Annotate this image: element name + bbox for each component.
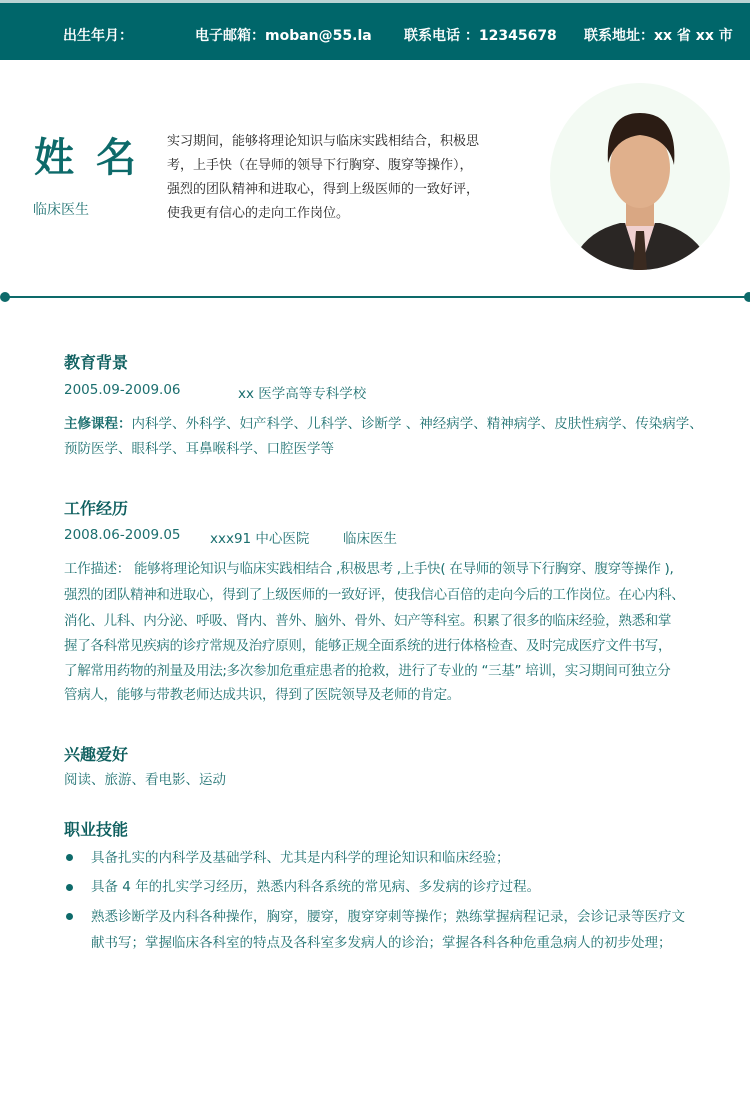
intro-line: 强烈的团队精神和进取心，得到上级医师的一致好评， [167,182,480,197]
intro-text [167,130,479,226]
bullet-icon [66,884,73,891]
bullet-icon [66,913,73,920]
education-period: 2005.09-2009.06 [64,382,181,398]
hobbies-heading: 兴趣爱好 [64,745,129,764]
education-school: xx 医学高等专科学校 [238,386,367,402]
work-desc-line: 强烈的团队精神和进取心，得到了上级医师的一致好评，使我信心百倍的走向今后的工作岗位。在心内科、 [64,587,685,603]
work-position: 临床医生 [343,531,397,547]
bullet-icon [66,854,73,861]
address: 联系地址：xx 省 xx 市 [584,28,733,44]
courses-line: 内科学、外科学、妇产科学、儿科学、诊断学 、神经病学、精神病学、皮肤性病学、传染病学、 [131,416,703,432]
work-period: 2008.06-2009.05 [64,527,181,543]
contact-bar [0,3,750,60]
work-hospital: xxx91 中心医院 [210,531,310,547]
email: 电子邮箱：moban@55.la [195,28,372,44]
skill-item: 熟悉诊断学及内科各种操作，胸穿，腰穿，腹穿穿刺等操作；熟练掌握病程记录，会诊记录等医疗文 [91,909,685,925]
work-desc-line: 管病人，能够与带教老师达成共识，得到了医院领导及老师的肯定。 [64,687,460,703]
courses-label: 主修课程： [64,416,132,432]
person-name: 姓名 [34,135,158,181]
education-heading: 教育背景 [64,353,129,372]
job-role: 临床医生 [33,202,89,218]
phone: 联系电话 ：12345678 [404,28,557,44]
intro-line: 使我更有信心的走向工作岗位。 [167,206,350,221]
person-portrait-icon [550,83,730,270]
work-desc-line: 工作描述： 能够将理论知识与临床实践相结合 ,积极思考 ,上手快( 在导师的领导下行胸穿、腹穿等操作 ), [64,561,674,577]
work-desc-line: 握了各科常见疾病的诊疗常规及治疗原则，能够正规全面系统的进行体格检查、及时完成医疗文件书写， [64,638,672,654]
skill-item: 具备扎实的内科学及基础学科、尤其是内科学的理论知识和临床经验； [91,850,510,866]
hobbies-text: 阅读、旅游、看电影、运动 [64,772,226,788]
skill-item-cont: 献书写；掌握临床各科室的特点及各科室多发病人的诊治；掌握各科各种危重急病人的初步处理； [91,935,672,951]
courses-line: 预防医学、眼科学、耳鼻喉科学、口腔医学等 [64,441,334,457]
work-desc-line: 了解常用药物的剂量及用法;多次参加危重症患者的抢救，进行了专业的 “三基” 培训，实习期间可独立分 [64,663,671,679]
section-divider [5,296,745,298]
intro-line: 实习期间，能够将理论知识与临床实践相结合，积极思 [167,134,480,149]
intro-line: 考，上手快（在导师的领导下行胸穿、腹穿等操作）， [167,158,473,173]
work-heading: 工作经历 [64,499,129,518]
work-desc-line: 消化、儿科、内分泌、呼吸、肾内、普外、脑外、骨外、妇产等科室。积累了很多的临床经验，熟悉和掌 [64,613,672,629]
birth-date: 出生年月： [63,28,133,44]
profile-photo [550,83,730,270]
skill-item: 具备 4 年的扎实学习经历，熟悉内科各系统的常见病、多发病的诊疗过程。 [91,879,541,895]
skills-heading: 职业技能 [64,820,129,839]
divider-dot [0,292,10,302]
divider-dot [744,292,750,302]
